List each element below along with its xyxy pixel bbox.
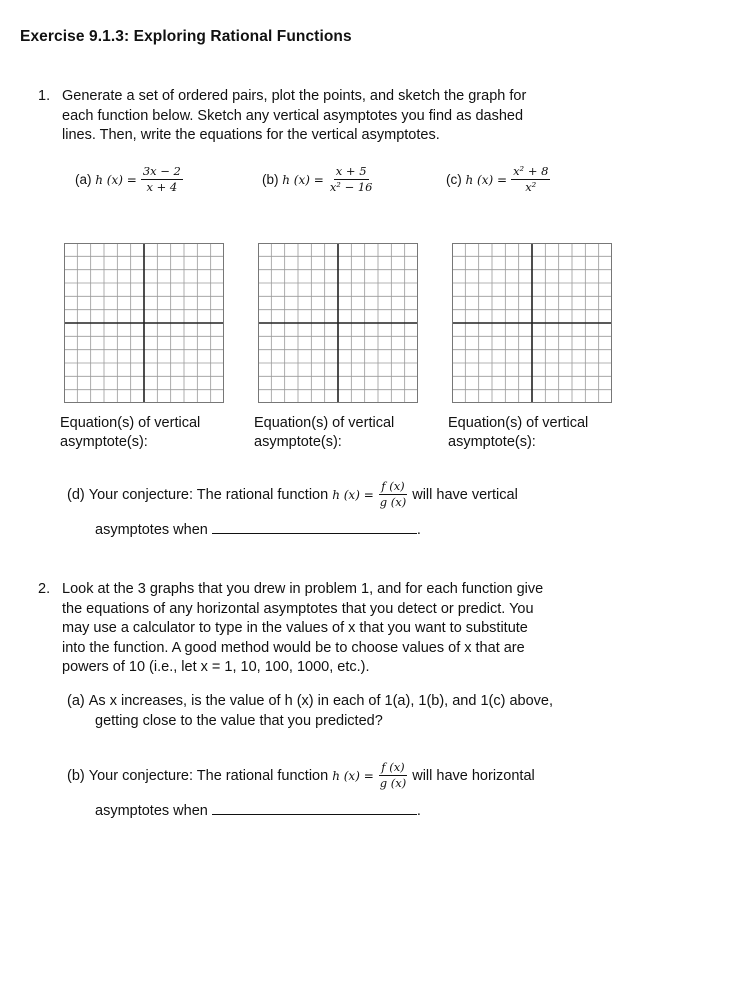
conjecture-2b (67, 761, 535, 790)
conjecture-2b-line2 (95, 800, 421, 819)
denominator: g (x) (379, 776, 407, 790)
numerator: x + 5 (335, 164, 367, 178)
period: . (416, 522, 421, 538)
question-2a-line: getting close to the value that you predicted? (95, 713, 383, 729)
question-2-line: into the function. A good method would be to choose values of x that are (62, 639, 525, 656)
fraction (511, 165, 550, 194)
conjecture-d (67, 480, 518, 509)
numerator: f (x) (381, 760, 405, 774)
numerator: 3x − 2 (142, 164, 181, 178)
fraction (378, 761, 408, 790)
equation-label-line: Equation(s) of vertical (448, 415, 589, 431)
question-2a (67, 691, 553, 731)
conjecture-after: will have horizontal (412, 767, 535, 784)
denominator: x² − 16 (329, 180, 373, 194)
question-1-text (62, 87, 526, 146)
fraction (141, 165, 183, 194)
function-a (75, 165, 187, 194)
part-label: (a) (67, 693, 85, 709)
function-b (262, 165, 379, 194)
question-1-line: Generate a set of ordered pairs, plot the points, and sketch the graph for (62, 88, 527, 104)
numerator: f (x) (381, 479, 405, 493)
function-c (446, 165, 554, 194)
fraction (378, 480, 408, 509)
question-2-text (62, 580, 543, 678)
function-lhs: h (x) = (282, 172, 324, 187)
conjecture-lead: asymptotes when (95, 522, 208, 538)
equation-label-b (254, 414, 439, 452)
function-lhs: h (x) = (95, 172, 137, 187)
function-lhs: h (x) = (332, 487, 374, 502)
equation-label-line: asymptote(s): (60, 434, 148, 450)
question-2-line: Look at the 3 graphs that you drew in problem 1, and for each function give (62, 581, 544, 597)
numerator: x² + 8 (513, 164, 549, 178)
question-2a-line: As x increases, is the value of h (x) in each of 1(a), 1(b), and 1(c) above, (88, 693, 553, 709)
conjecture-text: Your conjecture: The rational function (88, 767, 329, 784)
graph-grid-b[interactable] (258, 243, 418, 403)
function-lhs: h (x) = (465, 172, 508, 187)
part-label: (b) (262, 172, 279, 187)
part-label: (b) (67, 767, 85, 784)
question-2-line: the equations of any horizontal asymptotes that you detect or predict. You (62, 600, 534, 617)
question-2-line: powers of 10 (i.e., let x = 1, 10, 100, 1000, etc.). (62, 659, 370, 675)
fraction (328, 165, 375, 194)
part-label: (a) (75, 172, 92, 187)
conjecture-after: will have vertical (412, 486, 518, 503)
denominator: g (x) (379, 495, 407, 509)
period: . (416, 803, 421, 819)
denominator: x² (525, 180, 537, 194)
conjecture-d-line2 (95, 519, 421, 538)
conjecture-lead: asymptotes when (95, 803, 208, 819)
denominator: x + 4 (146, 180, 178, 194)
graph-grid-c[interactable] (452, 243, 612, 403)
conjecture-text: Your conjecture: The rational function (88, 486, 329, 503)
equation-label-line: Equation(s) of vertical (60, 415, 201, 431)
page-title: Exercise 9.1.3: Exploring Rational Functions (20, 28, 352, 45)
equation-label-line: Equation(s) of vertical (254, 415, 395, 431)
answer-blank[interactable] (212, 519, 417, 534)
question-2-line: may use a calculator to type in the values of x that you want to substitute (62, 620, 528, 636)
part-label: (c) (446, 172, 462, 187)
graph-grid-a[interactable] (64, 243, 224, 403)
question-1-line: each function below. Sketch any vertical asymptotes you find as dashed (62, 107, 524, 124)
equation-label-a (60, 414, 245, 452)
question-1-line: lines. Then, write the equations for the vertical asymptotes. (62, 127, 440, 143)
function-lhs: h (x) = (332, 768, 374, 783)
equation-label-line: asymptote(s): (448, 434, 536, 450)
part-label: (d) (67, 486, 85, 503)
question-2-number: 2. (38, 581, 51, 597)
answer-blank[interactable] (212, 800, 417, 815)
equation-label-line: asymptote(s): (254, 434, 342, 450)
equation-label-c (448, 414, 633, 452)
question-1-number: 1. (38, 88, 51, 104)
